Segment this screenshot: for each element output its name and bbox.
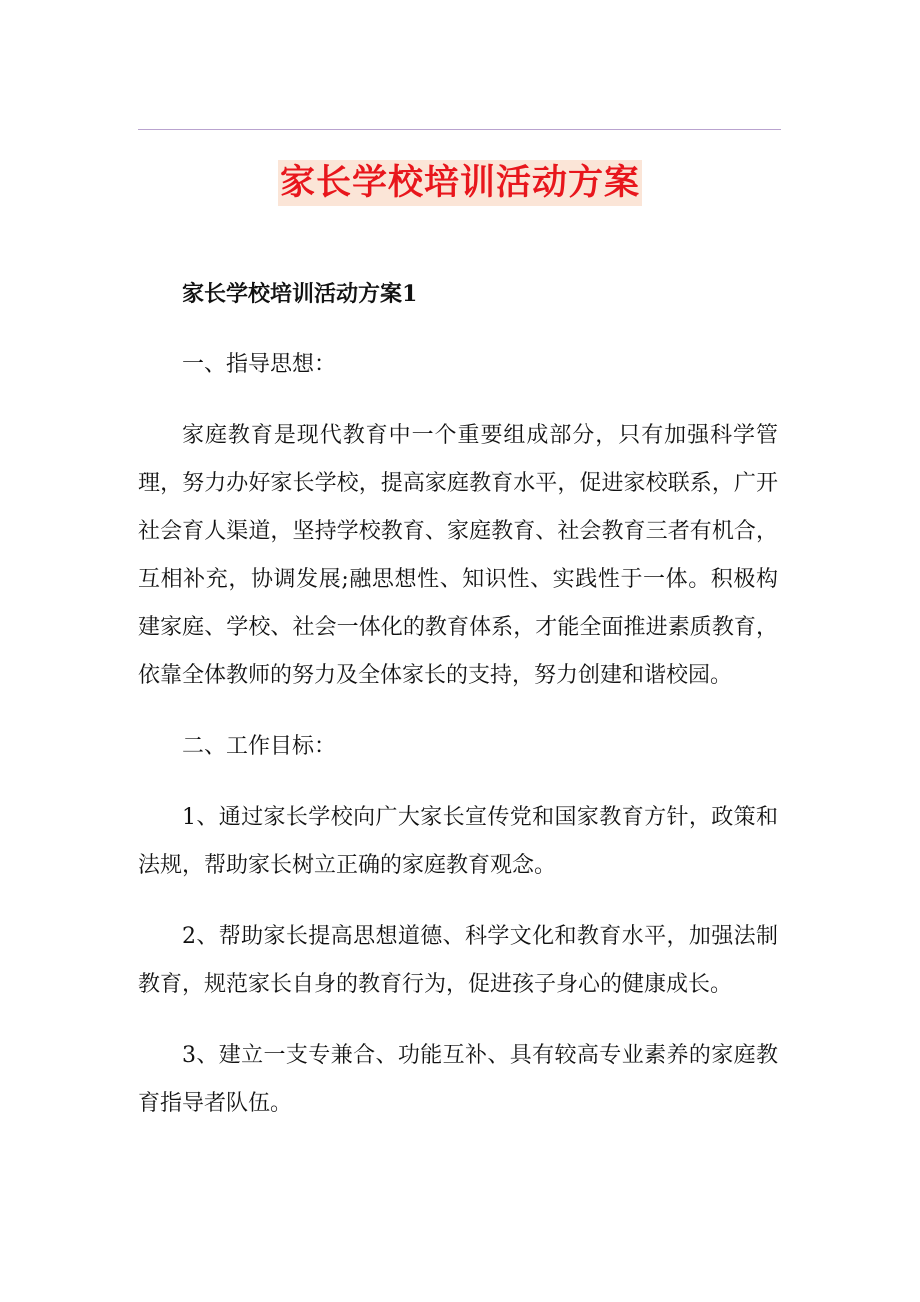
header-divider: [138, 129, 781, 130]
document-title: 家长学校培训活动方案: [278, 160, 642, 206]
goal-item-3: 3、建立一支专兼合、功能互补、具有较高专业素养的家庭教育指导者队伍。: [138, 1043, 778, 1116]
heading-work-goals: 二、工作目标：: [182, 734, 337, 759]
section-title: 家长学校培训活动方案1: [182, 281, 418, 307]
goal-item-2: 2、帮助家长提高思想道德、科学文化和教育水平，加强法制教育，规范家长自身的教育行为，促进孩子身心的健康成长。: [138, 924, 778, 997]
goal-item-1: 1、通过家长学校向广大家长宣传党和国家教育方针，政策和法规，帮助家长树立正确的家庭教育观念。: [138, 805, 778, 878]
heading-guiding-ideology: 一、指导思想：: [182, 352, 337, 377]
paragraph-guiding-ideology: 家庭教育是现代教育中一个重要组成部分，只有加强科学管理，努力办好家长学校，提高家庭教育水平，促进家校联系，广开社会育人渠道，坚持学校教育、家庭教育、社会教育三者有机合，互相补充，协调发展;融思想性、知识性、实践性于一体。积极构建家庭、学校、社会一体化的教育体系，才能全面推进素质教育，依靠全体教师的努力及全体家长的支持，努力创建和谐校园。: [138, 423, 778, 688]
document-title-wrapper: [0, 160, 920, 206]
document-body: [138, 270, 778, 1128]
